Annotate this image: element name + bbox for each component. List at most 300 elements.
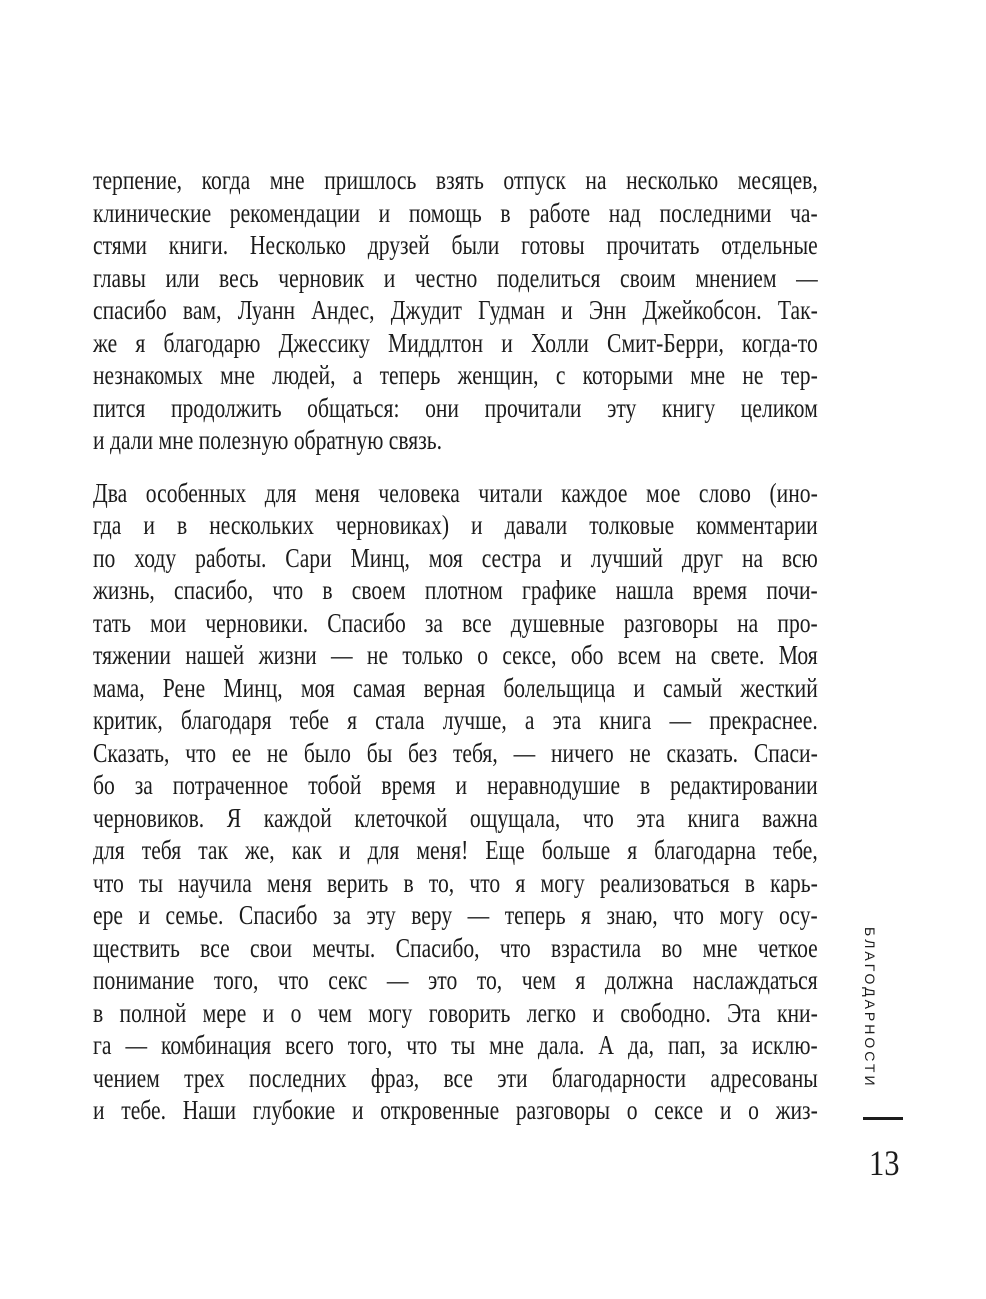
word: и — [262, 997, 275, 1028]
text-line — [93, 867, 818, 900]
word: га — [93, 1030, 112, 1060]
word: мне — [220, 360, 255, 390]
word: полной — [119, 997, 187, 1028]
word: могу — [719, 900, 764, 930]
word: мечты. — [312, 932, 376, 963]
word: свете. — [710, 640, 765, 670]
word: и — [560, 542, 572, 573]
word: которыми — [582, 360, 674, 390]
word: жизнь, — [93, 575, 155, 605]
word: что — [582, 802, 614, 833]
word: женщин, — [457, 360, 539, 390]
word: чем — [521, 965, 556, 995]
word: жиз- — [775, 1095, 818, 1125]
word: А — [598, 1030, 615, 1060]
word: меня — [315, 477, 360, 508]
word: кни- — [776, 997, 818, 1028]
word: самая — [352, 672, 406, 703]
word: и — [383, 262, 396, 293]
word: тер- — [780, 360, 818, 390]
word: что — [277, 965, 309, 995]
word: то, — [476, 965, 503, 995]
text-line — [93, 262, 818, 295]
word: что — [469, 867, 501, 898]
word: пришлось — [324, 165, 417, 195]
word: или — [165, 262, 200, 293]
footer-rule-divider — [863, 1117, 903, 1120]
word: я — [575, 965, 586, 995]
word: Сказать, — [93, 737, 170, 768]
word: свободно. — [620, 997, 711, 1028]
text-line — [93, 1029, 818, 1062]
word: каждой — [263, 802, 332, 833]
word: отдельные — [721, 230, 818, 260]
word: в — [500, 197, 511, 228]
word: эту — [366, 900, 396, 930]
word: откровенные — [380, 1095, 500, 1125]
word: Джудит — [390, 295, 462, 325]
word: Спаси- — [753, 737, 818, 768]
word: веру — [411, 900, 453, 930]
word: бы — [366, 737, 393, 768]
word: и — [719, 1095, 732, 1125]
word: не — [266, 737, 288, 768]
word: с — [555, 360, 566, 390]
word: научила — [178, 867, 252, 898]
word: должна — [604, 965, 674, 995]
word: взрастила — [551, 932, 642, 963]
word: могу — [540, 867, 585, 898]
word: да, — [628, 1030, 654, 1060]
word: верить — [326, 867, 389, 898]
word: тобой — [308, 770, 362, 800]
word: в — [176, 510, 188, 540]
word: сестра — [481, 542, 542, 573]
word: почи- — [766, 575, 818, 605]
text-block — [93, 164, 818, 1147]
word: и — [471, 510, 483, 540]
word: ходу — [134, 542, 177, 573]
word: лучше, — [442, 705, 507, 735]
word: так — [198, 835, 228, 865]
word: того, — [213, 965, 259, 995]
word: в — [403, 867, 414, 898]
word: над — [608, 197, 641, 228]
word: людей, — [272, 360, 336, 390]
word: тать — [93, 607, 132, 638]
word: черновиках) — [335, 510, 450, 540]
word: только — [402, 640, 463, 670]
word: прочитать — [606, 230, 700, 260]
word: месяцев, — [737, 165, 818, 195]
text-line — [93, 997, 818, 1030]
word: обо — [570, 640, 604, 670]
word: Еще — [485, 835, 525, 865]
word: важна — [762, 802, 818, 833]
word: ощущала, — [469, 802, 561, 833]
word: и — [339, 835, 351, 865]
word: ере — [93, 900, 123, 930]
word: графике — [522, 575, 597, 605]
word: Рене — [162, 672, 206, 703]
word: благодарна — [654, 835, 757, 865]
word: Луанн — [237, 295, 296, 325]
word: все — [462, 607, 492, 638]
word: всю — [782, 542, 818, 573]
word: все — [443, 1062, 473, 1093]
word: были — [451, 230, 500, 260]
word: тебя, — [452, 737, 498, 768]
word: Джейкобсон. — [642, 295, 762, 325]
word: за — [424, 607, 444, 638]
word: что — [93, 867, 124, 898]
word: Энн — [588, 295, 627, 325]
word: время — [692, 575, 748, 605]
word: я — [515, 867, 526, 898]
word: Моя — [778, 640, 818, 670]
word: мне — [269, 165, 305, 195]
word: Спасибо — [327, 607, 406, 638]
word: спасибо, — [174, 575, 254, 605]
word: моя — [300, 672, 335, 703]
word: а — [524, 705, 535, 735]
word: ничего — [551, 737, 614, 768]
word: как — [291, 835, 322, 865]
word: было — [303, 737, 351, 768]
word: секс — [328, 965, 368, 995]
word: Минц, — [223, 672, 283, 703]
word: что — [272, 575, 304, 605]
word: работе — [529, 197, 591, 228]
text-line — [93, 834, 818, 867]
word: для — [93, 835, 125, 865]
word: эта — [552, 705, 582, 735]
word: самый — [663, 672, 723, 703]
word: меня! — [416, 835, 469, 865]
word: книга — [687, 802, 740, 833]
word: Миддлтон — [387, 327, 484, 358]
word: потраченное — [172, 770, 289, 800]
word: время — [381, 770, 436, 800]
word: для — [367, 835, 400, 865]
word: все — [200, 932, 230, 963]
word: честно — [414, 262, 478, 293]
word: адресованы — [710, 1062, 818, 1093]
word: что — [185, 737, 217, 768]
word: а — [352, 360, 363, 390]
word: неравнодушие — [487, 770, 621, 800]
word: реализоваться — [599, 867, 730, 898]
word: Эта — [727, 997, 761, 1028]
word: своем — [351, 575, 406, 605]
word: когда — [201, 165, 251, 195]
word: человека — [378, 477, 460, 508]
word: того, — [347, 1030, 393, 1060]
text-line — [93, 294, 818, 327]
word: Я — [226, 802, 242, 833]
word: Несколько — [249, 230, 346, 260]
paragraph — [93, 164, 818, 457]
text-line: и дали мне полезную обратную связь. — [93, 425, 442, 455]
chapter-title-vertical: БЛАГОДАРНОСТИ — [862, 927, 878, 1089]
word: за — [134, 770, 153, 800]
word: терпение, — [93, 165, 183, 195]
word: продолжить — [170, 392, 282, 423]
word: своим — [620, 262, 676, 293]
word: взять — [435, 165, 484, 195]
word: трех — [184, 1062, 225, 1093]
word: могу — [368, 997, 413, 1028]
word: в — [639, 770, 651, 800]
word: свои — [250, 932, 293, 963]
word: в — [322, 575, 333, 605]
word: жизни — [258, 640, 317, 670]
word: эту — [607, 392, 637, 423]
word: благодарности — [551, 1062, 687, 1093]
word: что — [499, 932, 531, 963]
word: не — [366, 640, 389, 670]
word: клинические — [93, 197, 212, 228]
word: о — [290, 997, 302, 1028]
word: книги. — [168, 230, 229, 260]
word: душевные — [510, 607, 605, 638]
word: — — [386, 965, 409, 995]
text-line — [93, 932, 818, 965]
word: нашла — [615, 575, 674, 605]
word: всего — [285, 1030, 334, 1060]
word: комбинация — [161, 1030, 272, 1060]
word: эта — [636, 802, 665, 833]
word: критик, — [93, 705, 163, 735]
word: теперь — [379, 360, 441, 390]
word: я — [135, 327, 146, 358]
word: сексе, — [502, 640, 557, 670]
word: черновик — [278, 262, 365, 293]
word: — — [125, 1030, 148, 1060]
word: Наши — [182, 1095, 237, 1125]
word: эти — [497, 1062, 528, 1093]
word: отпуск — [503, 165, 566, 195]
word: друг — [681, 542, 724, 573]
word: во — [661, 932, 683, 963]
word: Холли — [530, 327, 589, 358]
word: что — [673, 900, 704, 930]
word: о — [748, 1095, 759, 1125]
word: мои — [150, 607, 187, 638]
word: пится — [93, 392, 146, 423]
word: целиком — [740, 392, 818, 423]
text-line — [93, 477, 818, 510]
word: они — [425, 392, 459, 423]
word: Спасибо, — [395, 932, 480, 963]
word: ты — [139, 867, 163, 898]
word: прекраснее. — [709, 705, 818, 735]
word: на — [737, 607, 759, 638]
word: и — [501, 327, 513, 358]
word: благодаря — [180, 705, 272, 735]
word: и — [143, 510, 155, 540]
word: я — [581, 900, 591, 930]
word: весь — [219, 262, 259, 293]
word: — — [669, 705, 692, 735]
word: прочитали — [484, 392, 582, 423]
word: Два — [93, 477, 128, 508]
word: верная — [423, 672, 486, 703]
word: Спасибо — [238, 900, 318, 930]
word: тебя — [141, 835, 182, 865]
word: давали — [504, 510, 568, 540]
word: и — [561, 295, 573, 325]
text-line — [93, 164, 818, 197]
word: Сари — [285, 542, 332, 573]
word: теперь — [504, 900, 566, 930]
word: когда-то — [742, 327, 818, 358]
word: Так- — [777, 295, 818, 325]
word: Смит-Берри, — [607, 327, 724, 358]
text-line — [93, 672, 818, 705]
word: сексе — [654, 1095, 704, 1125]
word: (ино- — [769, 477, 818, 508]
word: стями — [93, 230, 147, 260]
text-line — [93, 359, 818, 392]
word: рекомендации — [229, 197, 361, 228]
word: бо — [93, 770, 115, 800]
word: книга — [599, 705, 652, 735]
word: Гудман — [478, 295, 545, 325]
text-line — [93, 197, 818, 230]
word: про- — [777, 607, 818, 638]
text-line — [93, 704, 818, 737]
word: ча- — [790, 197, 818, 228]
text-line — [93, 607, 818, 640]
word: толковые — [589, 510, 675, 540]
word: по — [93, 542, 116, 573]
word: слово — [698, 477, 751, 508]
text-line — [93, 229, 818, 262]
word: нашей — [185, 640, 245, 670]
word: осу- — [779, 900, 818, 930]
word: мне — [489, 1030, 524, 1060]
word: благодарю — [163, 327, 261, 358]
word: понимание — [93, 965, 195, 995]
word: говорить — [428, 997, 511, 1028]
word: — — [796, 262, 818, 293]
word: и — [351, 1095, 364, 1125]
word: книгу — [661, 392, 716, 423]
word: Андес, — [311, 295, 375, 325]
word: нескольких — [209, 510, 314, 540]
word: лучший — [590, 542, 663, 573]
word: готовы — [521, 230, 585, 260]
word: же, — [245, 835, 275, 865]
word: каждое — [561, 477, 628, 508]
word: моя — [428, 542, 463, 573]
word: мнением — [695, 262, 777, 293]
word: последними — [659, 197, 772, 228]
word: поделиться — [496, 262, 601, 293]
word: не — [742, 360, 764, 390]
text-line — [93, 542, 818, 575]
text-line — [93, 639, 818, 672]
word: вам, — [182, 295, 222, 325]
word: о — [626, 1095, 638, 1125]
word: ты — [451, 1030, 476, 1060]
word: фраз, — [370, 1062, 420, 1093]
text-line — [93, 1094, 818, 1127]
word: черновики. — [205, 607, 309, 638]
word: за — [719, 1030, 738, 1060]
word: на — [675, 640, 697, 670]
word: мне — [702, 932, 738, 963]
text-line — [93, 769, 818, 802]
text-line — [93, 574, 818, 607]
word: — — [513, 737, 536, 768]
word: спасибо — [93, 295, 167, 325]
page-number: 13 — [869, 1143, 900, 1183]
word: болельщица — [503, 672, 616, 703]
word: общаться: — [307, 392, 400, 423]
word: Минц, — [350, 542, 410, 573]
text-line — [93, 327, 818, 360]
word: на — [741, 542, 764, 573]
word: четкое — [757, 932, 818, 963]
word: меня — [267, 867, 312, 898]
text-line — [93, 737, 818, 770]
word: особенных — [145, 477, 247, 508]
word: незнакомых — [93, 360, 203, 390]
word: мама, — [93, 672, 145, 703]
word: для — [264, 477, 297, 508]
word: я — [627, 835, 638, 865]
word: чем — [317, 997, 352, 1028]
word: главы — [93, 262, 146, 293]
word: больше — [541, 835, 611, 865]
word: — — [467, 900, 490, 930]
word: друзей — [367, 230, 430, 260]
word: мере — [202, 997, 247, 1028]
word: разговоры — [515, 1095, 611, 1125]
word: и — [592, 997, 605, 1028]
word: и — [633, 672, 645, 703]
word: же — [93, 327, 118, 358]
word: не — [629, 737, 651, 768]
word: легко — [526, 997, 577, 1028]
word: помощь — [408, 197, 482, 228]
word: и — [378, 197, 391, 228]
word: знаю, — [606, 900, 658, 930]
word: это — [428, 965, 458, 995]
word: о — [477, 640, 488, 670]
word: что — [406, 1030, 438, 1060]
word: несколько — [626, 165, 719, 195]
word: дала. — [537, 1030, 585, 1060]
word: Джессику — [278, 327, 370, 358]
word: и — [455, 770, 468, 800]
word: мне — [690, 360, 726, 390]
word: клеточкой — [354, 802, 448, 833]
word: пап, — [667, 1030, 706, 1060]
word: семье. — [165, 900, 224, 930]
text-line — [93, 964, 818, 997]
word: мое — [646, 477, 681, 508]
word: ее — [231, 737, 252, 768]
word: за — [332, 900, 352, 930]
text-line — [93, 392, 818, 425]
text-line — [93, 899, 818, 932]
word: чением — [93, 1062, 160, 1093]
word: стала — [375, 705, 425, 735]
word: тебе — [289, 705, 329, 735]
